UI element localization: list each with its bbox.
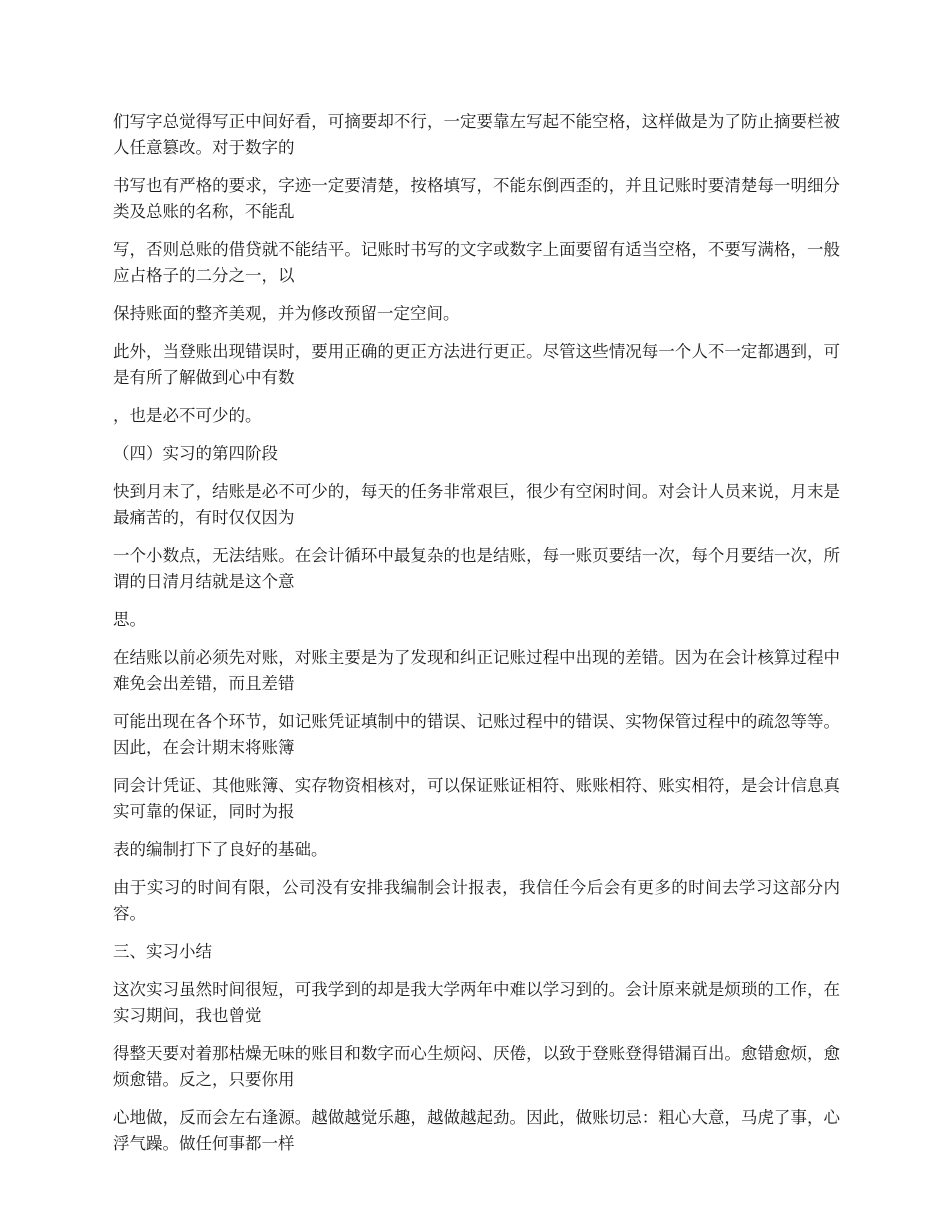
section-heading: （四）实习的第四阶段 <box>113 444 278 463</box>
paragraph: 此外，当登账出现错误时，要用正确的更正方法进行更正。尽管这些情况每一个人不一定都遇到，可是有所了解做到心中有数 <box>113 342 840 387</box>
paragraph: 思。 <box>113 610 146 629</box>
paragraph: 可能出现在各个环节，如记账凭证填制中的错误、记账过程中的错误、实物保管过程中的疏忽等等。因此，在会计期末将账簿 <box>113 712 840 757</box>
section-heading: 三、实习小结 <box>113 942 212 961</box>
paragraph: 表的编制打下了良好的基础。 <box>113 840 328 859</box>
paragraph: 这次实习虽然时间很短，可我学到的却是我大学两年中难以学习到的。会计原来就是烦琐的工作，在实习期间，我也曾觉 <box>113 980 840 1025</box>
paragraph: 快到月末了，结账是必不可少的，每天的任务非常艰巨，很少有空闲时间。对会计人员来说，月末是最痛苦的，有时仅仅因为 <box>113 482 840 527</box>
paragraph: 由于实习的时间有限，公司没有安排我编制会计报表，我信任今后会有更多的时间去学习这部分内容。 <box>113 878 840 923</box>
paragraph: 保持账面的整齐美观，并为修改预留一定空间。 <box>113 304 460 323</box>
paragraph: 心地做，反而会左右逢源。越做越觉乐趣，越做越起劲。因此，做账切忌：粗心大意，马虎了事，心浮气躁。做任何事都一样 <box>113 1108 840 1153</box>
paragraph: ，也是必不可少的。 <box>113 406 262 425</box>
document-body <box>113 109 840 1169</box>
paragraph: 一个小数点，无法结账。在会计循环中最复杂的也是结账，每一账页要结一次，每个月要结一次，所谓的日清月结就是这个意 <box>113 546 840 591</box>
paragraph: 书写也有严格的要求，字迹一定要清楚，按格填写，不能东倒西歪的，并且记账时要清楚每一明细分类及总账的名称，不能乱 <box>113 176 840 221</box>
paragraph: 们写字总觉得写正中间好看，可摘要却不行，一定要靠左写起不能空格，这样做是为了防止摘要栏被人任意篡改。对于数字的 <box>113 112 840 157</box>
paragraph: 写，否则总账的借贷就不能结平。记账时书写的文字或数字上面要留有适当空格，不要写满格，一般应占格子的二分之一，以 <box>113 240 840 285</box>
paragraph: 在结账以前必须先对账，对账主要是为了发现和纠正记账过程中出现的差错。因为在会计核算过程中难免会出差错，而且差错 <box>113 648 840 693</box>
paragraph: 同会计凭证、其他账簿、实存物资相核对，可以保证账证相符、账账相符、账实相符，是会计信息真实可靠的保证，同时为报 <box>113 776 840 821</box>
paragraph: 得整天要对着那枯燥无味的账目和数字而心生烦闷、厌倦，以致于登账登得错漏百出。愈错愈烦，愈烦愈错。反之，只要你用 <box>113 1044 840 1089</box>
